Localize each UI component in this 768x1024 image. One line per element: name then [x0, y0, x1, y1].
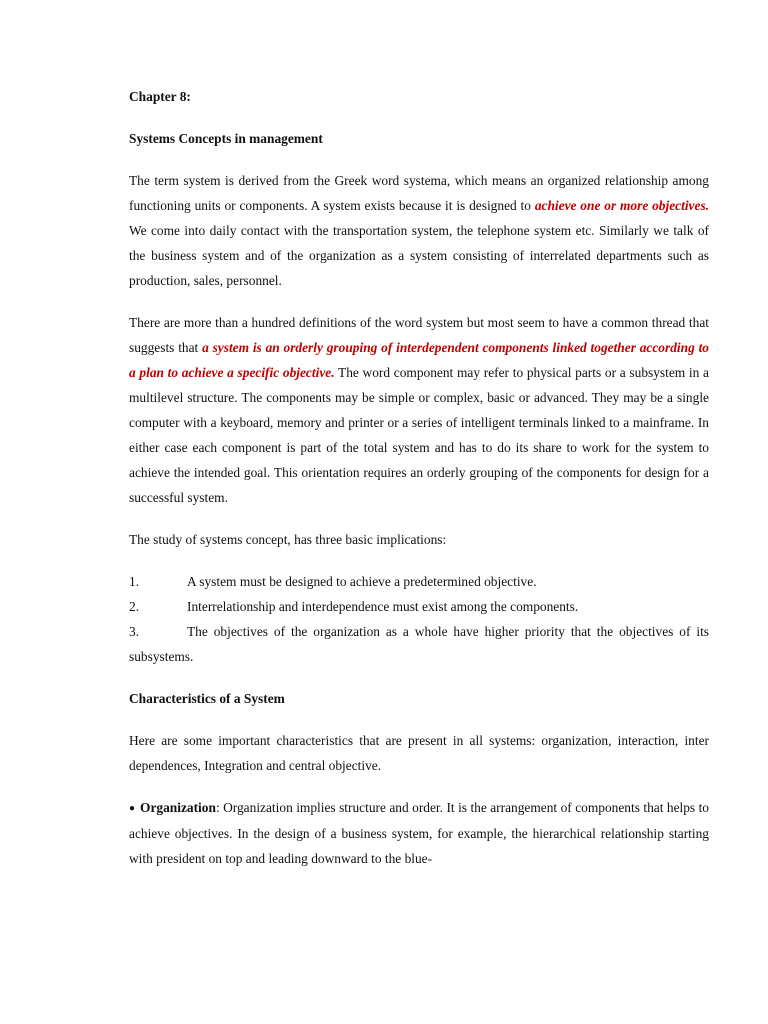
intro-text-after: We come into daily contact with the transportation system, the telephone system etc. Similarly we talk of the business system and of the organization as a system consisting of interrelated departments such as production, sales, personnel. — [129, 223, 709, 288]
organization-term: Organization — [140, 800, 216, 815]
list-item-text: A system must be designed to achieve a predetermined objective. — [187, 574, 537, 589]
definition-text-before: There are more than a hundred definitions of the word system but most seem to have a common thread that suggests that — [129, 315, 709, 355]
organization-bullet-item — [129, 795, 709, 871]
organization-text: : Organization implies structure and order. It is the arrangement of components that helps to achieve objectives. In the design of a business system, for example, the hierarchical relationship starting with president on top and leading downward to the blue- — [129, 800, 709, 866]
definition-paragraph — [129, 310, 709, 510]
intro-paragraph — [129, 168, 709, 293]
chapter-title: Chapter 8: — [129, 89, 191, 104]
definition-highlight: a system is an orderly grouping of interdependent components linked together according to a plan to achieve a specific objective. — [129, 340, 709, 380]
characteristics-title: Characteristics of a System — [129, 691, 285, 706]
implications-intro: The study of systems concept, has three basic implications: — [129, 532, 447, 547]
list-item — [129, 594, 709, 619]
list-item-number: 2. — [129, 599, 140, 614]
list-item-number: 3. — [129, 624, 140, 639]
intro-text-before: The term system is derived from the Greek word systema, which means an organized relationship among functioning units or components. A system exists because it is designed to — [129, 173, 709, 213]
section-title: Systems Concepts in management — [129, 131, 323, 146]
list-item-text: The objectives of the organization as a whole have higher priority that the objectives of its subsystems. — [129, 624, 709, 664]
definition-text-after: The word component may refer to physical parts or a subsystem in a multilevel structure. The components may be simple or complex, basic or advanced. They may be a single computer with a keyboard, memory and printer or a series of intelligent terminals linked to a mainframe. In either case each component is part of the total system and has to do its share to work for the system to achieve the intended goal. This orientation requires an orderly grouping of the components for design for a successful system. — [129, 365, 709, 505]
implications-list — [129, 569, 709, 669]
list-item — [129, 569, 709, 594]
intro-highlight: achieve one or more objectives. — [534, 198, 709, 213]
list-item-text: Interrelationship and interdependence must exist among the components. — [187, 599, 579, 614]
characteristics-intro: Here are some important characteristics that are present in all systems: organization, interaction, inter dependences, Integration and central objective. — [129, 733, 709, 773]
bullet-icon: ● — [129, 803, 136, 814]
page-content — [129, 84, 709, 871]
list-item — [129, 619, 709, 669]
list-item-number: 1. — [129, 574, 140, 589]
